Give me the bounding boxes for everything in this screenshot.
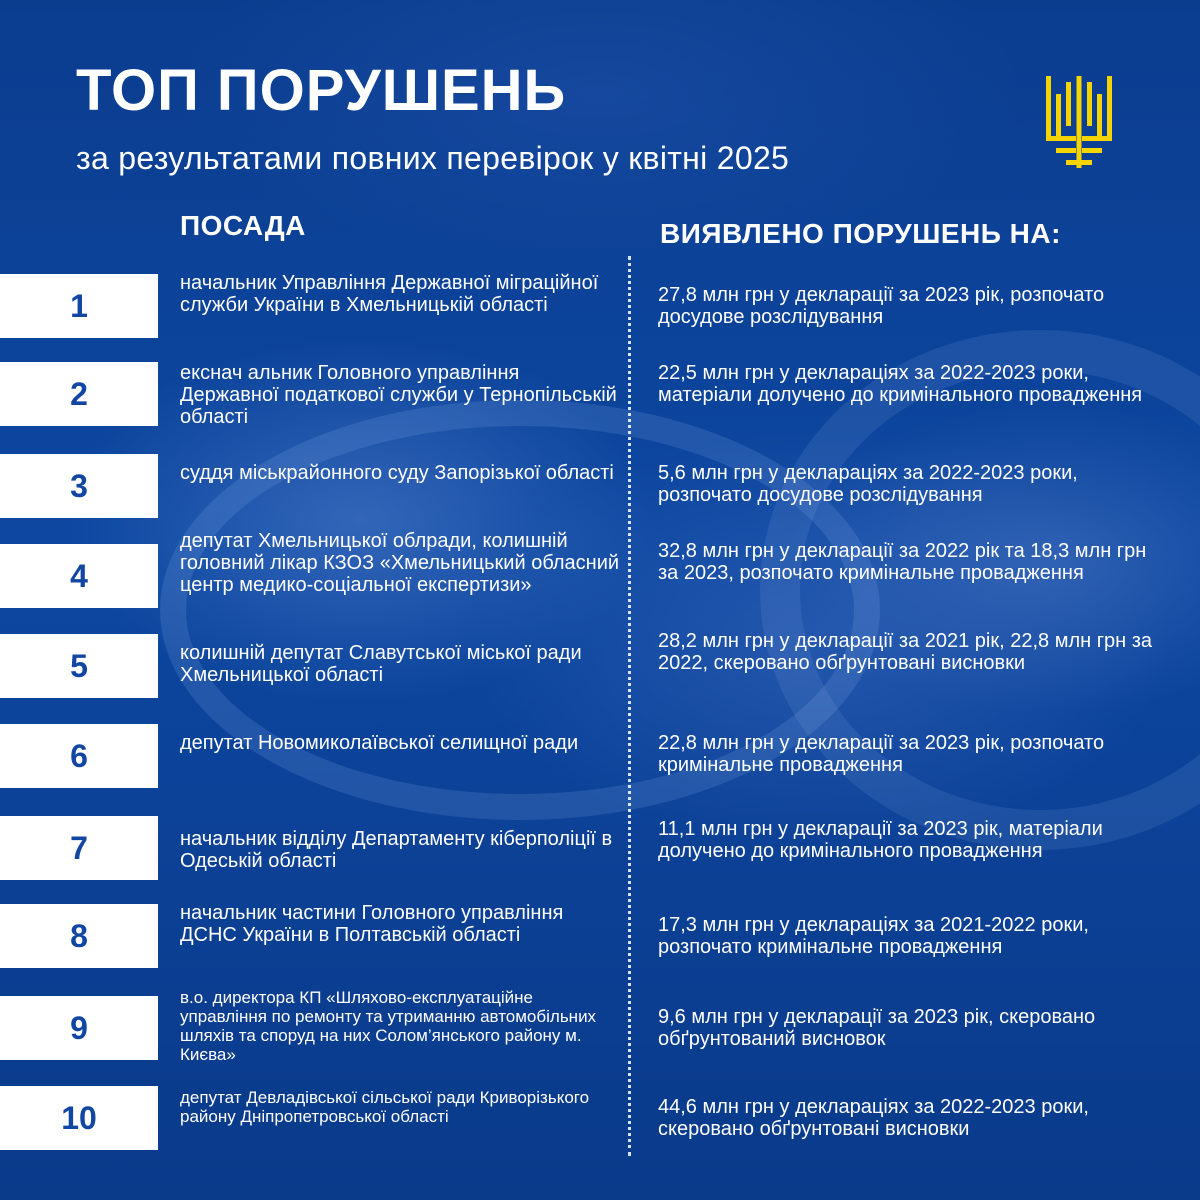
row-number: 6	[70, 737, 88, 774]
row-position: екснач альник Головного управління Державної податкової служби у Тернопільській області	[180, 362, 617, 428]
page-subtitle: за результатами повних перевірок у квітні 2025	[76, 140, 790, 176]
row-number: 7	[70, 829, 88, 866]
row-violation: 22,8 млн грн у декларації за 2023 рік, розпочато кримінальне провадження	[658, 732, 1105, 776]
row-number: 3	[70, 467, 88, 504]
row-number-box	[0, 1086, 158, 1150]
row-position: колишній депутат Славутської міської ради Хмельницької області	[180, 642, 582, 686]
row-violation: 32,8 млн грн у декларації за 2022 рік та 18,3 млн грн за 2023, розпочато кримінальне провадження	[658, 540, 1147, 584]
row-number-box	[0, 362, 158, 426]
row-number: 9	[70, 1009, 88, 1046]
row-number-box	[0, 904, 158, 968]
page-title: ТОП ПОРУШЕНЬ	[76, 58, 567, 123]
row-violation: 44,6 млн грн у деклараціях за 2022-2023 роки, скеровано обґрунтовані висновки	[658, 1096, 1089, 1140]
row-violation: 22,5 млн грн у деклараціях за 2022-2023 роки, матеріали долучено до кримінального провадження	[658, 362, 1143, 406]
row-number-box	[0, 996, 158, 1060]
row-number: 5	[70, 647, 88, 684]
row-number-box	[0, 816, 158, 880]
row-number: 10	[61, 1099, 97, 1136]
row-position: начальник Управління Державної міграційної служби України в Хмельницькій області	[180, 272, 599, 316]
row-number-box	[0, 634, 158, 698]
row-number-box	[0, 454, 158, 518]
column-header-violation: ВИЯВЛЕНО ПОРУШЕНЬ НА:	[660, 218, 1061, 249]
row-position: депутат Новомиколаївської селищної ради	[180, 732, 579, 754]
trident-logo-icon	[1046, 76, 1112, 168]
row-number-box	[0, 274, 158, 338]
row-violation: 27,8 млн грн у декларації за 2023 рік, розпочато досудове розслідування	[658, 284, 1105, 328]
row-number: 2	[70, 375, 88, 412]
row-position: депутат Девладівської сільської ради Криворізького району Дніпропетровської області	[180, 1088, 590, 1126]
row-violation: 11,1 млн грн у декларації за 2023 рік, матеріали долучено до кримінального провадження	[658, 818, 1103, 862]
column-header-position: ПОСАДА	[180, 210, 306, 241]
row-number-box	[0, 544, 158, 608]
row-number: 1	[70, 287, 88, 324]
row-number-box	[0, 724, 158, 788]
row-position: начальник частини Головного управління ДСНС України в Полтавській області	[180, 902, 564, 946]
row-position: суддя міськрайонного суду Запорізької області	[180, 462, 614, 484]
row-position: депутат Хмельницької облради, колишній головний лікар КЗОЗ «Хмельницький обласний центр медико-соціальної експертизи»	[180, 530, 620, 596]
column-divider	[628, 256, 631, 1156]
row-position: в.о. директора КП «Шляхово-експлуатаційне управління по ремонту та утриманню автомобільних шляхів та споруд на них Солом’янського району м. Києва»	[180, 988, 597, 1064]
row-number: 8	[70, 917, 88, 954]
row-violation: 28,2 млн грн у декларації за 2021 рік, 22,8 млн грн за 2022, скеровано обґрунтовані висновки	[658, 630, 1153, 674]
row-number: 4	[70, 557, 88, 594]
row-violation: 5,6 млн грн у деклараціях за 2022-2023 роки, розпочато досудове розслідування	[658, 462, 1078, 506]
row-violation: 9,6 млн грн у декларації за 2023 рік, скеровано обґрунтований висновок	[658, 1006, 1096, 1050]
row-position: начальник відділу Департаменту кіберполіції в Одеській області	[180, 828, 613, 872]
row-violation: 17,3 млн грн у деклараціях за 2021-2022 роки, розпочато кримінальне провадження	[658, 914, 1089, 958]
